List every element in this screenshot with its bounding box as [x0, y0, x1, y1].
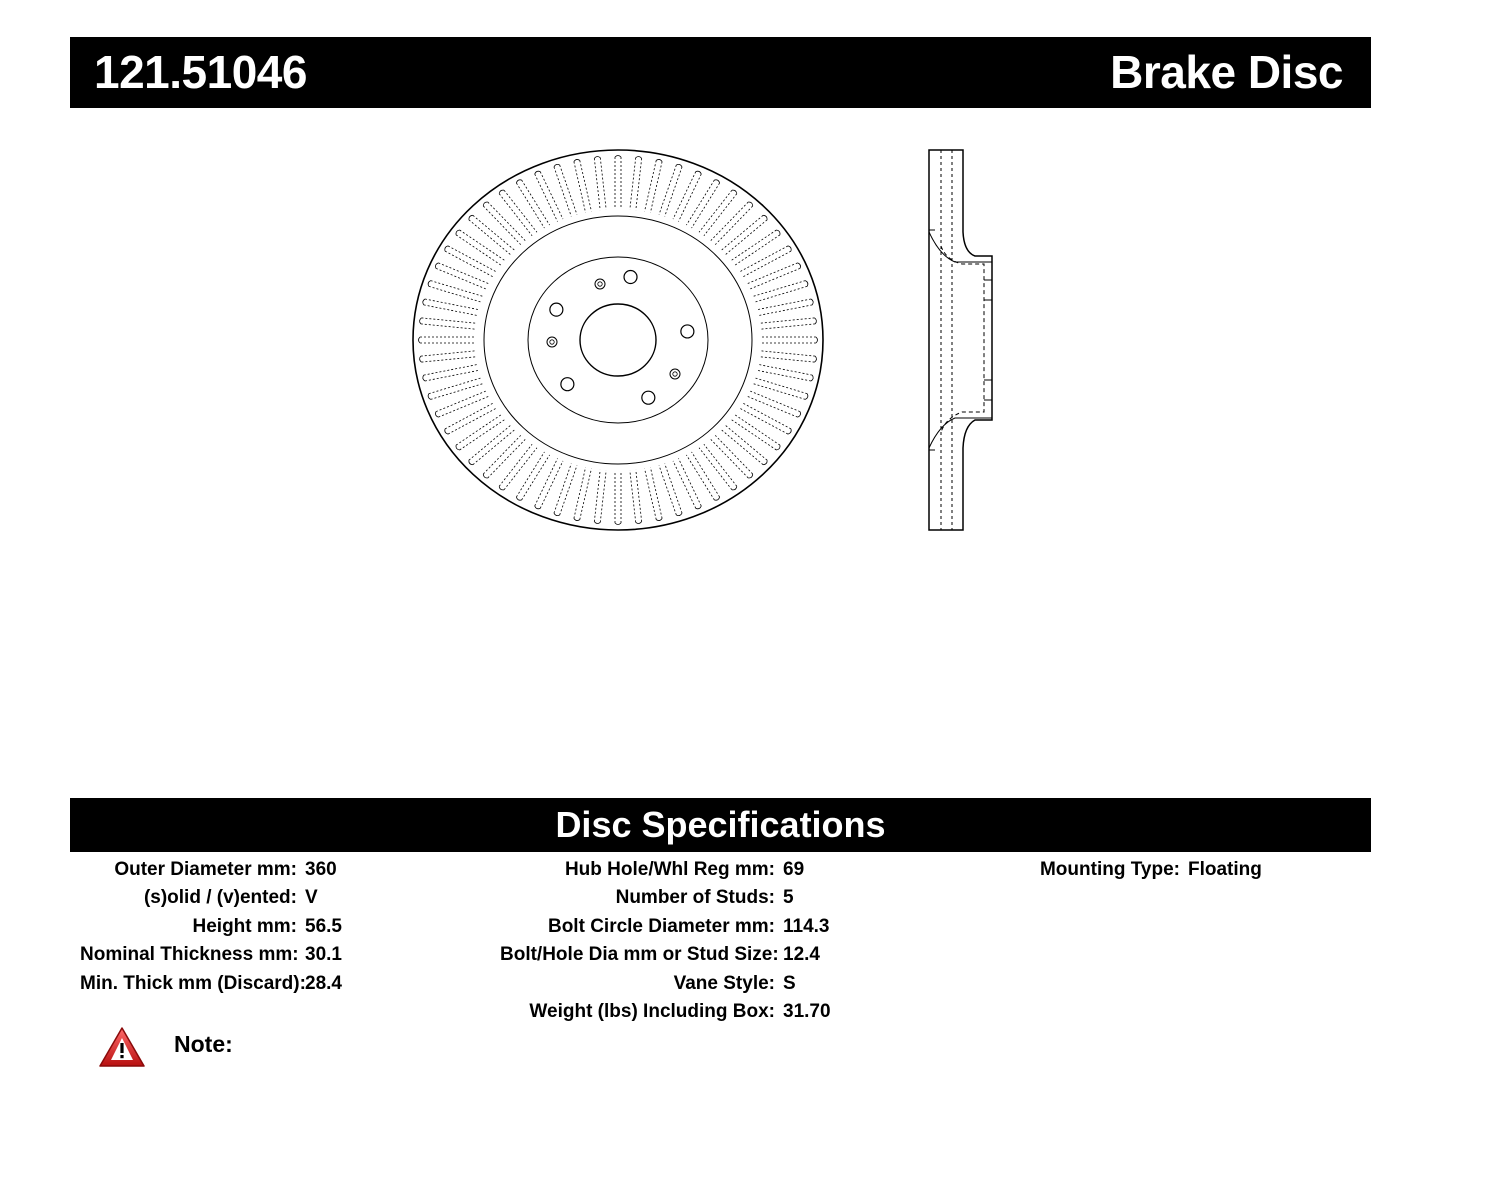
- spec-label: Number of Studs:: [615, 887, 775, 909]
- spec-label: Height mm:: [192, 915, 297, 937]
- product-type: Brake Disc: [1110, 46, 1343, 98]
- spec-label: Weight (lbs) Including Box:: [529, 1000, 775, 1022]
- spec-row: [80, 856, 342, 884]
- spec-value: 31.70: [783, 1000, 831, 1022]
- spec-value: 30.1: [305, 944, 342, 966]
- spec-label: (s)olid / (v)ented:: [143, 887, 297, 909]
- spec-row: [500, 884, 831, 912]
- specs-title-bar: [70, 798, 1371, 852]
- spec-row: [80, 970, 342, 998]
- spec-value: Floating: [1188, 859, 1262, 880]
- spec-label: Mounting Type:: [1039, 859, 1180, 880]
- spec-row: [500, 913, 831, 941]
- spec-value: 69: [783, 859, 805, 880]
- spec-label: Hub Hole/Whl Reg mm:: [564, 859, 775, 880]
- part-number: 121.51046: [94, 46, 307, 98]
- spec-label: Vane Style:: [673, 972, 775, 994]
- spec-label: Bolt Circle Diameter mm:: [547, 915, 775, 937]
- spec-value: 5: [783, 887, 794, 909]
- spec-row: [80, 913, 342, 941]
- spec-label: Nominal Thickness mm:: [80, 944, 299, 966]
- specs-column-3: [1030, 856, 1262, 884]
- note-label: Note:: [174, 1031, 233, 1057]
- disc-side-view: [929, 150, 992, 530]
- spec-row: [500, 941, 831, 969]
- specs-title: Disc Specifications: [555, 804, 886, 845]
- spec-row: [500, 998, 831, 1026]
- spec-value: S: [783, 972, 796, 994]
- specs-column-2: [500, 856, 831, 1026]
- spec-value: 56.5: [305, 915, 342, 937]
- disc-front-view: [413, 150, 823, 530]
- spec-value: 360: [305, 859, 337, 880]
- warning-triangle-icon: [98, 1026, 146, 1068]
- spec-value: V: [305, 887, 318, 909]
- spec-value: 12.4: [783, 944, 820, 966]
- spec-label: Outer Diameter mm:: [114, 859, 297, 880]
- spec-label: Bolt/Hole Dia mm or Stud Size:: [500, 944, 779, 966]
- specs-column-1: [80, 856, 342, 998]
- spec-value: 28.4: [305, 972, 342, 994]
- spec-row: [80, 941, 342, 969]
- spec-row: [1030, 856, 1262, 884]
- spec-value: 114.3: [783, 915, 830, 937]
- spec-row: [500, 856, 831, 884]
- spec-row: [80, 884, 342, 912]
- spec-label: Min. Thick mm (Discard):: [80, 972, 306, 994]
- spec-row: [500, 970, 831, 998]
